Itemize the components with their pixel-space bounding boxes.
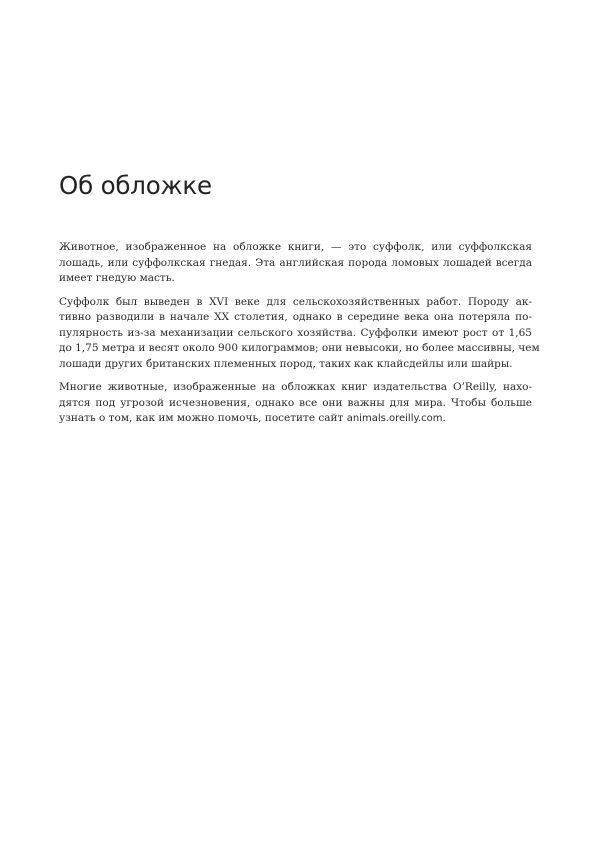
- paragraph-3: [59, 380, 532, 427]
- text-line: тивно разводили в начале XX столетия, однако в середине века она потеряла по-: [59, 311, 532, 323]
- text-line: Животное, изображенное на обложке книги, — это суффолк, или суффолкская: [59, 241, 532, 253]
- body-text: [59, 240, 540, 435]
- text-line: до 1,75 метра и весят около 900 килограммов; они невысоки, но более массивны, чем: [59, 342, 540, 354]
- text-fragment: .: [442, 412, 446, 424]
- text-line: Суффолк был выведен в XVI веке для сельскохозяйственных работ. Породу ак-: [59, 295, 532, 308]
- text-line: Многие животные, изображенные на обложках книг издательства O’Reilly, нахо-: [59, 381, 532, 393]
- text-line: лошадь, или суффолкская гнедая. Эта английская порода ломовых лошадей всегда: [59, 256, 532, 269]
- paragraph-1: [59, 240, 532, 287]
- page-title: Об обложке: [59, 171, 212, 200]
- paragraph-2: [59, 295, 540, 373]
- website-link[interactable]: animals.oreilly.com: [346, 413, 443, 424]
- text-line: [59, 411, 532, 427]
- text-line: дятся под угрозой исчезновения, однако все они важны для мира. Чтобы больше: [59, 396, 532, 409]
- text-fragment: узнать о том, как им можно помочь, посетите сайт: [59, 412, 347, 424]
- text-line: лошади других британских племенных пород, таких как клайсдейлы или шайры.: [59, 357, 513, 370]
- text-line: пулярность из-за механизации сельского хозяйства. Суффолки имеют рост от 1,65: [59, 326, 532, 339]
- text-line: имеет гнедую масть.: [59, 272, 175, 284]
